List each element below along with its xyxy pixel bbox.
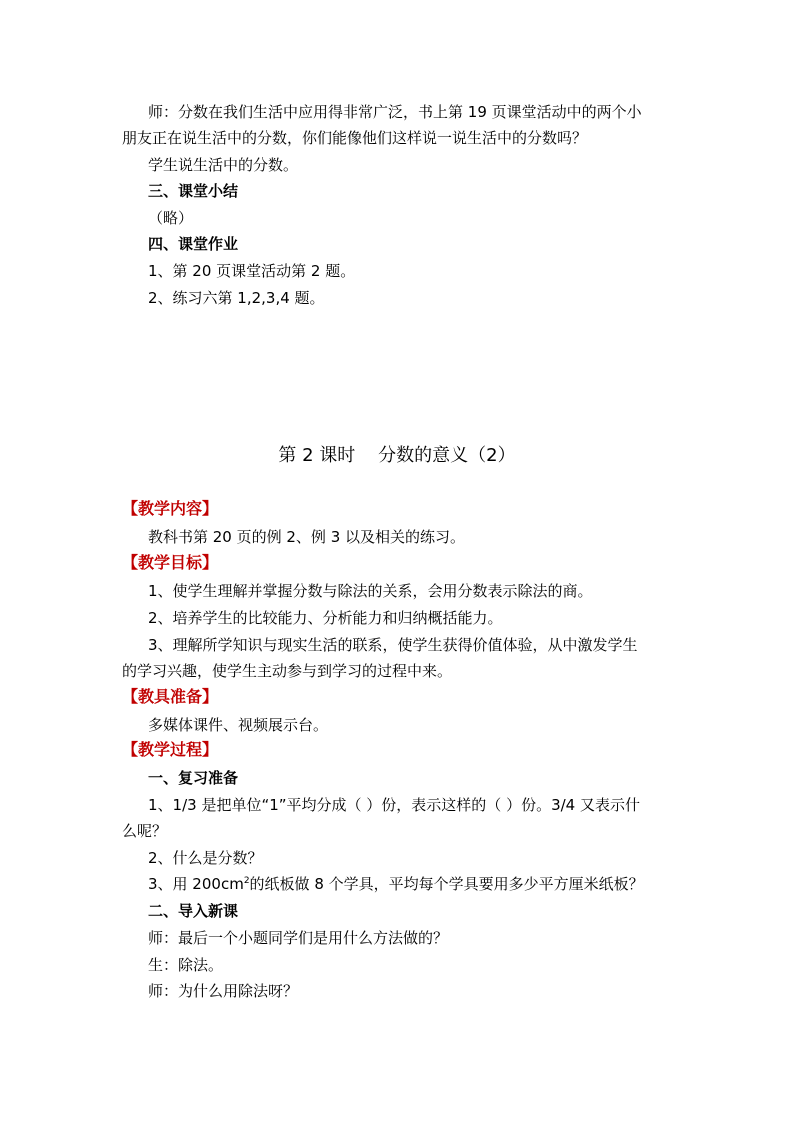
list-item: 1、第 20 页课堂活动第 2 题。 (148, 262, 356, 280)
dialogue-line: 师：最后一个小题同学们是用什么方法做的？ (148, 929, 449, 947)
lesson-title: 第 2 课时 分数的意义（2） (278, 445, 516, 466)
paragraph-line: 学生说生活中的分数。 (148, 156, 299, 174)
section-heading: 四、课堂作业 (148, 235, 239, 253)
question-text: 3、用 200cm (148, 875, 244, 893)
list-item (148, 874, 644, 894)
section-heading: 一、复习准备 (148, 769, 239, 787)
paragraph-line: 教科书第 20 页的例 2、例 3 以及相关的练习。 (148, 528, 466, 546)
section-heading-goals: 【教学目标】 (122, 553, 219, 572)
dialogue-line: 生：除法。 (148, 956, 224, 974)
paragraph-line: 的学习兴趣，使学生主动参与到学习的过程中来。 (122, 662, 453, 680)
paragraph-line: 么呢？ (122, 822, 168, 840)
list-item: 2、练习六第 1,2,3,4 题。 (148, 289, 325, 307)
section-heading-tools: 【教具准备】 (122, 687, 219, 706)
list-item: 2、什么是分数？ (148, 849, 263, 867)
dialogue-line: 师：为什么用除法呀？ (148, 982, 299, 1000)
section-heading-content: 【教学内容】 (122, 499, 219, 518)
section-heading: 二、导入新课 (148, 902, 239, 920)
superscript: 2 (243, 876, 250, 886)
list-item: 2、培养学生的比较能力、分析能力和归纳概括能力。 (148, 609, 503, 627)
question-text: 的纸板做 8 个学具，平均每个学具要用多少平方厘米纸板？ (249, 875, 644, 893)
list-item: 1、使学生理解并掌握分数与除法的关系，会用分数表示除法的商。 (148, 582, 593, 600)
list-item: 3、理解所学知识与现实生活的联系，使学生获得价值体验，从中激发学生 (148, 636, 638, 654)
list-item: 1、1/3 是把单位“1”平均分成（ ）份，表示这样的（ ）份。3/4 又表示什 (148, 796, 640, 814)
paragraph-line: 多媒体课件、视频展示台。 (148, 716, 329, 734)
paragraph-line: 师：分数在我们生活中应用得非常广泛，书上第 19 页课堂活动中的两个小 (148, 103, 642, 121)
paragraph-line: 朋友正在说生活中的分数，你们能像他们这样说一说生活中的分数吗？ (122, 129, 588, 147)
paragraph-line: （略） (148, 209, 194, 227)
section-heading: 三、课堂小结 (148, 182, 239, 200)
section-heading-process: 【教学过程】 (122, 740, 219, 759)
